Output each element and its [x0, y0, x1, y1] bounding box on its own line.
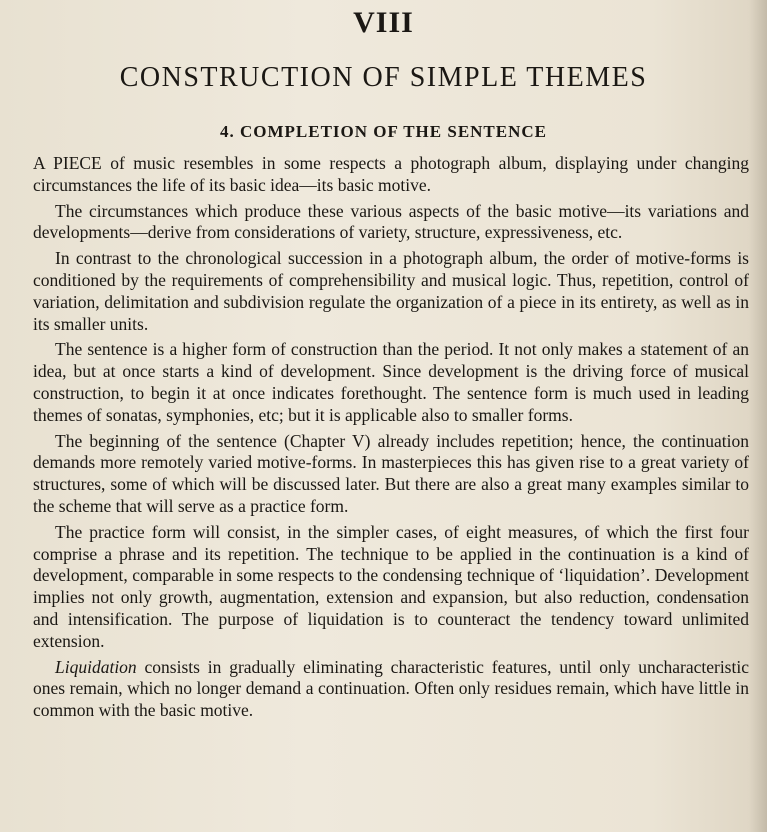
paragraph-4: The sentence is a higher form of construction than the period. It not only makes a statement of an idea, but at once starts a kind of development. Since development is the driving force of musical construction, to begin it at once indicates forethought. The sentence form is much used in leading themes of sonatas, symphonies, etc; but it is applicable also to smaller forms.	[33, 339, 749, 425]
paragraph-7	[33, 657, 749, 722]
paragraph-7-lead: Liquidation	[55, 656, 137, 677]
chapter-number: VIII	[353, 6, 414, 39]
paragraph-3: In contrast to the chronological succession in a photograph album, the order of motive-forms is conditioned by the requirements of comprehensibility and musical logic. Thus, repetition, control of variation, delimitation and subdivision regulate the organization of a piece in its entirety, as well as in its smaller units.	[33, 248, 749, 334]
paragraph-5: The beginning of the sentence (Chapter V) already includes repetition; hence, the continuation demands more remotely varied motive-forms. In masterpieces this has given rise to a great variety of structures, some of which will be discussed later. But there are also a great many examples similar to the scheme that will serve as a practice form.	[33, 430, 749, 516]
body-text	[33, 153, 749, 726]
paragraph-1-text: of music resembles in some respects a photograph album, displaying under changing circumstances the life of its basic idea—its basic motive.	[33, 153, 749, 195]
paragraph-1	[33, 153, 749, 197]
paragraph-7-text: consists in gradually eliminating characteristic features, until only uncharacteristic ones remain, which no longer demand a continuation. Often only residues remain, which have little in common with the basic motive.	[33, 656, 749, 721]
paragraph-1-lead: A PIECE	[33, 153, 102, 173]
page-edge-shadow	[749, 0, 767, 832]
paragraph-2: The circumstances which produce these various aspects of the basic motive—its variations and developments—derive from considerations of variety, structure, expressiveness, etc.	[33, 200, 749, 243]
section-title: 4. COMPLETION OF THE SENTENCE	[219, 122, 548, 141]
chapter-title: CONSTRUCTION OF SIMPLE THEMES	[119, 62, 648, 93]
paragraph-6: The practice form will consist, in the simpler cases, of eight measures, of which the first four comprise a phrase and its repetition. The technique to be applied in the continuation is a kind of development, comparable in some respects to the condensing technique of ‘liquidation’. Development implies not only growth, augmentation, extension and expansion, but also reduction, condensation and intensification. The purpose of liquidation is to counteract the tendency toward unlimited extension.	[33, 521, 749, 651]
